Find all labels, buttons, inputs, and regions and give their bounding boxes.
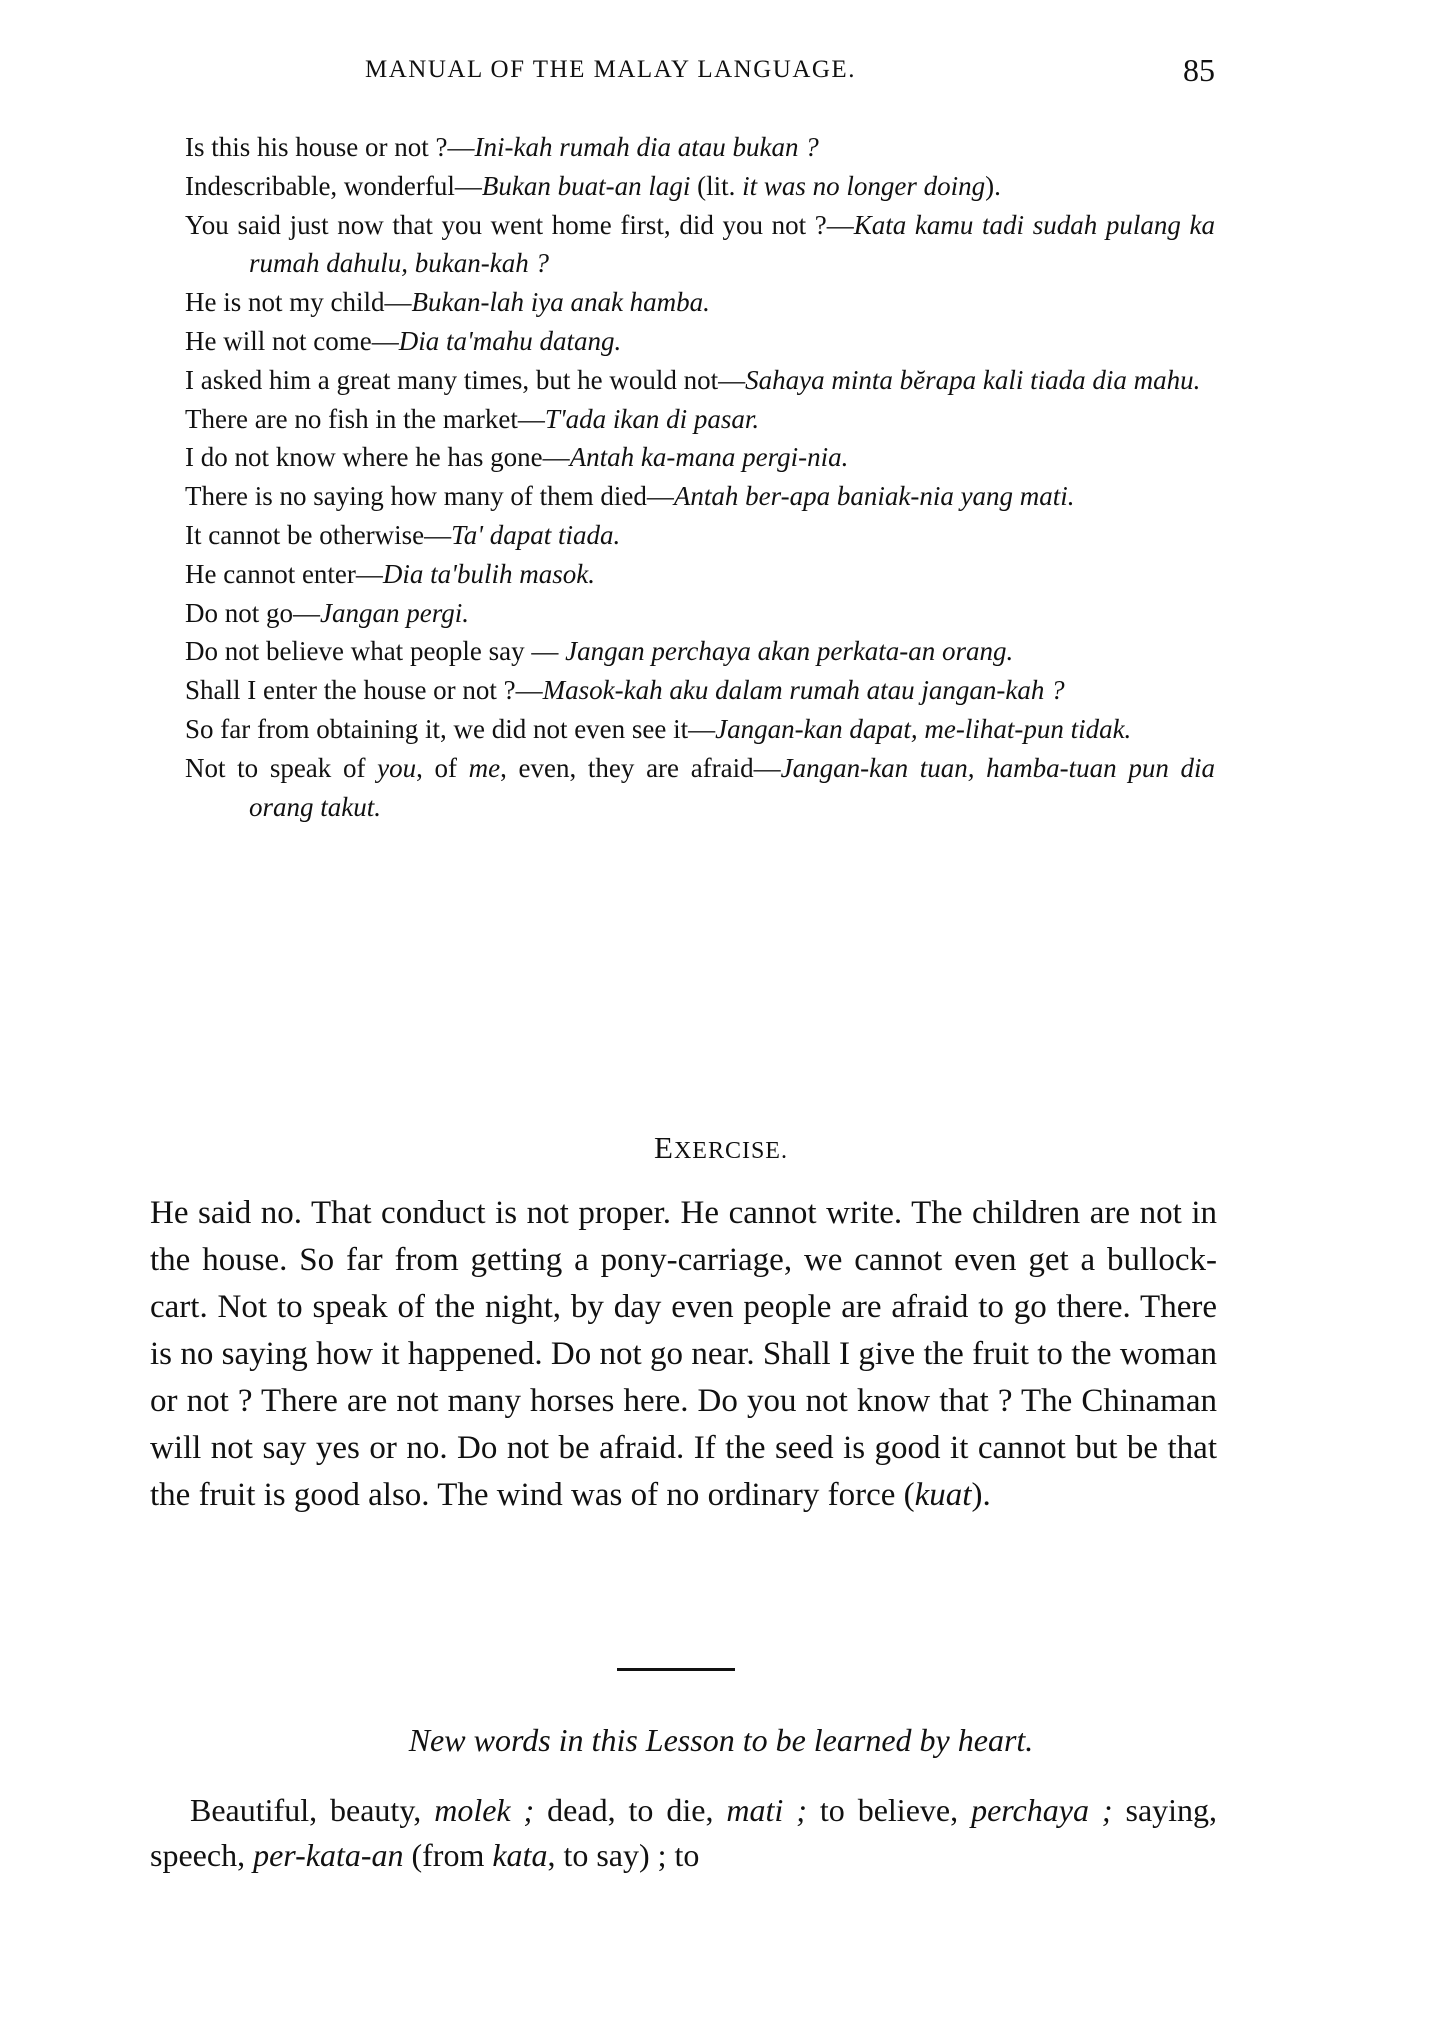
malay-phrase: Antah ber-apa baniak-nia yang mati. (673, 481, 1075, 512)
literal-note: (lit. (690, 170, 743, 201)
malay-phrase: Masok-kah aku dalam rumah atau jangan-kah ? (542, 675, 1065, 706)
vocabulary-text (150, 1788, 1217, 1878)
english-phrase-mid: , of (416, 752, 469, 783)
phrase-entry (185, 400, 1215, 439)
malay-phrase: Ini-kah rumah dia atau bukan ? (474, 132, 819, 162)
malay-phrase: Jangan-kan dapat, me-lihat-pun tidak. (715, 713, 1132, 744)
vocab-malay: molek ; (434, 1792, 535, 1828)
phrase-entry (185, 283, 1215, 322)
vocab-malay: mati ; (726, 1792, 807, 1828)
phrase-entry (185, 322, 1215, 361)
phrase-list (185, 128, 1215, 826)
malay-phrase: Dia ta'bulih masok. (382, 558, 595, 589)
exercise-heading (0, 1130, 1442, 1166)
vocab-segment: dead, to die, (534, 1792, 727, 1828)
english-phrase: Do not believe what people say — (185, 636, 566, 667)
english-phrase: There are no fish in the market— (185, 403, 545, 434)
english-phrase: Is this his house or not ?— (185, 132, 475, 162)
vocab-segment: to believe, (806, 1792, 972, 1828)
vocab-segment: , to say) ; to (547, 1837, 700, 1873)
english-phrase: Not to speak of (185, 752, 378, 783)
english-phrase: There is no saying how many of them died— (185, 481, 674, 512)
malay-phrase: Kata kamu tadi sudah pulang ka rumah dahulu, bukan-kah ? (249, 209, 1215, 279)
malay-phrase: Antah ka-mana pergi-nia. (569, 442, 849, 473)
phrase-entry (185, 206, 1215, 284)
malay-phrase: Dia ta'mahu datang. (398, 325, 622, 356)
english-phrase: He cannot enter— (185, 558, 383, 589)
exercise-text (150, 1190, 1217, 1519)
malay-phrase: Jangan perchaya akan perkata-an orang. (565, 636, 1014, 667)
running-title: MANUAL OF THE MALAY LANGUAGE. (365, 56, 856, 83)
vocab-malay: perchaya ; (971, 1792, 1113, 1828)
exercise-italic-word: kuat (914, 1477, 972, 1513)
page-number: 85 (1183, 52, 1215, 88)
phrase-entry (185, 516, 1215, 555)
malay-phrase: Bukan-lah iya anak hamba. (411, 287, 710, 318)
phrase-entry (185, 671, 1215, 710)
vocab-segment: saying, speech, (150, 1792, 1218, 1873)
vocab-malay: kata (492, 1837, 548, 1873)
page-header (185, 52, 1215, 92)
english-phrase: Do not go— (185, 597, 320, 628)
malay-phrase: Jangan-kan tuan, hamba-tuan pun dia orang takut. (249, 752, 1215, 822)
malay-phrase: Bukan buat-an lagi (481, 170, 691, 201)
malay-phrase: Jangan pergi. (320, 597, 469, 628)
english-phrase: He will not come— (185, 325, 399, 356)
literal-note-italic: it was no longer doing (742, 170, 986, 201)
english-phrase: You said just now that you went home first, did you not ?— (185, 209, 854, 240)
section-divider (617, 1668, 735, 1671)
phrase-entry (185, 167, 1215, 206)
english-phrase: I asked him a great many times, but he would not— (185, 364, 746, 395)
heading-initial: E (654, 1130, 674, 1165)
phrase-entry (185, 710, 1215, 749)
phrase-entry (185, 594, 1215, 633)
english-phrase: He is not my child— (185, 287, 412, 318)
malay-phrase: Ta' dapat tiada. (451, 519, 621, 550)
malay-phrase: Sahaya minta bĕrapa kali tiada dia mahu. (745, 364, 1201, 395)
literal-note-end: ). (985, 170, 1001, 201)
phrase-entry (185, 477, 1215, 516)
vocab-segment: (from (403, 1837, 493, 1873)
phrase-entry (185, 361, 1215, 400)
english-phrase: It cannot be otherwise— (185, 519, 452, 550)
vocab-segment: Beautiful, beauty, (190, 1792, 435, 1828)
english-phrase: Indescribable, wonderful— (185, 170, 482, 201)
vocab-malay: per-kata-an (253, 1837, 404, 1873)
phrase-entry (185, 555, 1215, 594)
heading-rest: XERCISE. (673, 1138, 788, 1164)
english-phrase: I do not know where he has gone— (185, 442, 570, 473)
english-phrase-end: , even, they are afraid— (500, 752, 781, 783)
malay-phrase: T'ada ikan di pasar. (544, 403, 760, 434)
exercise-body: He said no. That conduct is not proper. He cannot write. The children are not in the house. So far from getting a pony-carriage, we cannot even get a bullock-cart. Not to speak of the night, by day even people are afraid to go there. There is no saying how it happened. Do not go near. Shall I give the fruit to the woman or not ? There are not many horses here. Do you not know that ? The Chinaman will not say yes or no. Do not be afraid. If the seed is good it cannot but be that the fruit is good also. The wind was of no ordinary force ( (150, 1195, 1217, 1513)
english-phrase: Shall I enter the house or not ?— (185, 675, 543, 706)
english-phrase: So far from obtaining it, we did not even see it— (185, 713, 716, 744)
phrase-entry (185, 438, 1215, 477)
phrase-entry (185, 749, 1215, 827)
new-words-heading: New words in this Lesson to be learned by heart. (408, 1722, 1034, 1758)
english-italic: you (377, 752, 417, 783)
english-italic: me (468, 752, 501, 783)
phrase-entry (185, 632, 1215, 671)
phrase-entry (185, 128, 1215, 167)
exercise-end: ). (971, 1477, 991, 1513)
